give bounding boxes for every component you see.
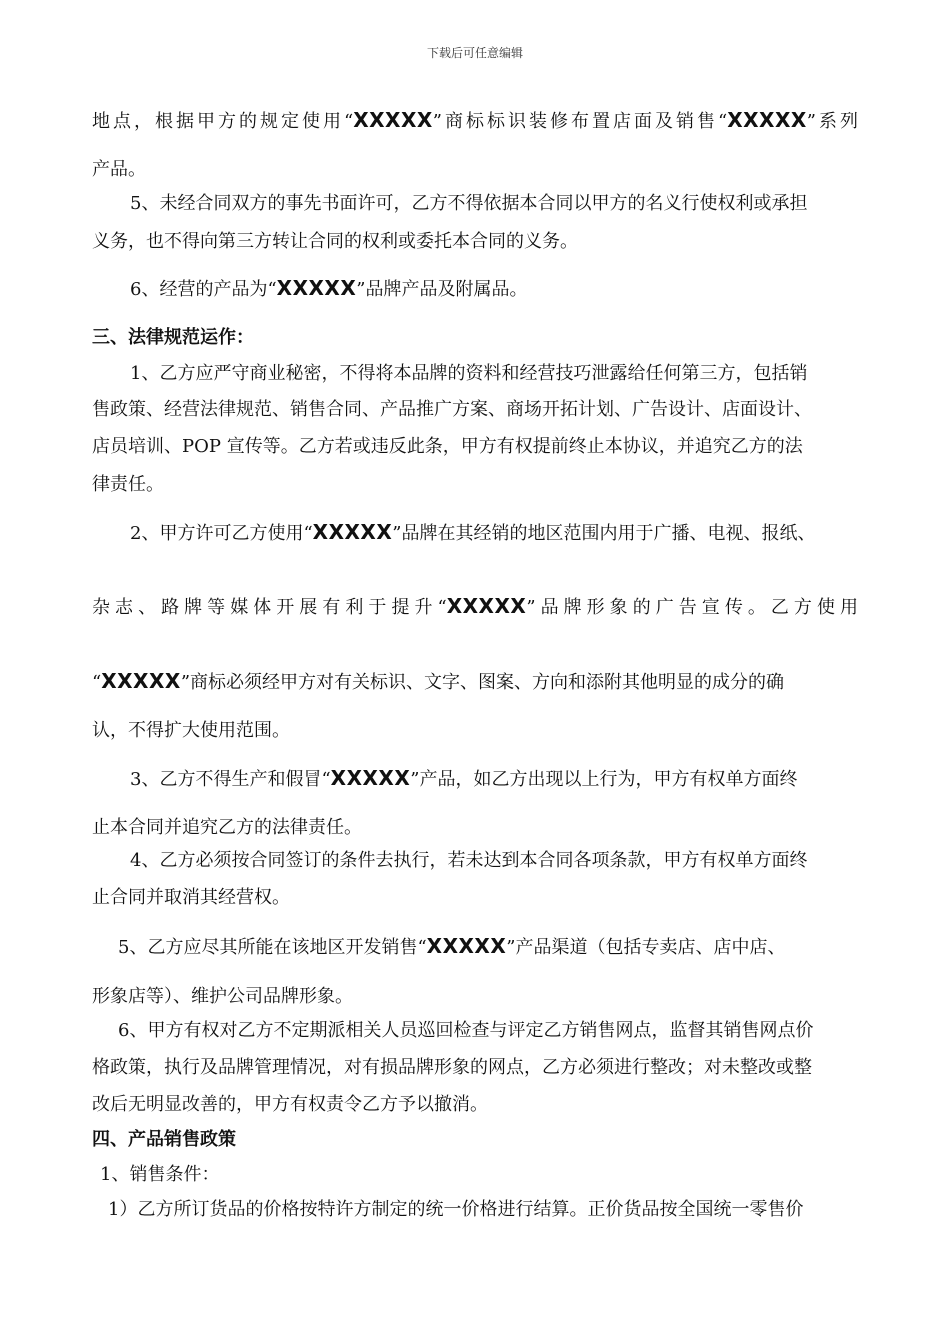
paragraph-line: 5、乙方应尽其所能在该地区开发销售“XXXXX”产品渠道（包括专卖店、店中店、	[118, 934, 786, 958]
paragraph-line: 杂志、路牌等媒体开展有利于提升“XXXXX”品牌形象的广告宣传。乙方使用	[92, 594, 859, 618]
paragraph-line: 止合同并取消其经营权。	[92, 887, 290, 908]
paragraph-line: 义务，也不得向第三方转让合同的权利或委托本合同的义务。	[92, 231, 578, 252]
paragraph-line: 6、经营的产品为“XXXXX”品牌产品及附属品。	[130, 276, 528, 300]
paragraph-line: 改后无明显改善的，甲方有权责令乙方予以撤消。	[92, 1094, 488, 1115]
section-heading-4: 四、产品销售政策	[92, 1129, 236, 1150]
paragraph-line: 5、未经合同双方的事先书面许可，乙方不得依据本合同以甲方的名义行使权利或承担	[130, 193, 808, 214]
brand-mark: XXXXX	[330, 766, 411, 790]
paragraph-line: 律责任。	[92, 474, 164, 495]
paragraph-line: 格政策，执行及品牌管理情况，对有损品牌形象的网点，乙方必须进行整改；对未整改或整	[92, 1057, 812, 1078]
paragraph-line: 认，不得扩大使用范围。	[92, 720, 290, 741]
paragraph-line: 售政策、经营法律规范、销售合同、产品推广方案、商场开拓计划、广告设计、店面设计、	[92, 399, 812, 420]
section-heading-3: 三、法律规范运作：	[92, 327, 254, 348]
paragraph-line: 6、甲方有权对乙方不定期派相关人员巡回检查与评定乙方销售网点，监督其销售网点价	[118, 1020, 814, 1041]
paragraph-line: 3、乙方不得生产和假冒“XXXXX”产品，如乙方出现以上行为，甲方有权单方面终	[130, 766, 798, 790]
paragraph-line: 止本合同并追究乙方的法律责任。	[92, 817, 362, 838]
page-header: 下载后可任意编辑	[426, 46, 523, 60]
brand-mark: XXXXX	[101, 669, 181, 693]
paragraph-line: 1）乙方所订货品的价格按特许方制定的统一价格进行结算。正价货品按全国统一零售价	[108, 1199, 804, 1220]
paragraph-line: 1、销售条件：	[100, 1164, 220, 1185]
paragraph-line: 2、甲方许可乙方使用“XXXXX”品牌在其经销的地区范围内用于广播、电视、报纸、	[130, 520, 816, 544]
paragraph-line: 4、乙方必须按合同签订的条件去执行，若未达到本合同各项条款，甲方有权单方面终	[130, 850, 808, 871]
paragraph-line: 店员培训、POP 宣传等。乙方若或违反此条，甲方有权提前终止本协议，并追究乙方的法	[92, 436, 803, 457]
brand-mark: XXXXX	[426, 934, 507, 958]
brand-mark: XXXXX	[276, 276, 357, 300]
paragraph-line: 地点，根据甲方的规定使用“XXXXX”商标标识装修布置店面及销售“XXXXX”系列	[92, 108, 858, 132]
paragraph-line: 1、乙方应严守商业秘密，不得将本品牌的资料和经营技巧泄露给任何第三方，包括销	[130, 363, 808, 384]
paragraph-line: 产品。	[92, 159, 146, 180]
brand-mark: XXXXX	[312, 520, 393, 544]
brand-mark: XXXXX	[353, 108, 433, 132]
brand-mark: XXXXX	[727, 108, 807, 132]
paragraph-line: “XXXXX”商标必须经甲方对有关标识、文字、图案、方向和添附其他明显的成分的确	[92, 669, 785, 693]
paragraph-line: 形象店等）、维护公司品牌形象。	[92, 986, 353, 1007]
brand-mark: XXXXX	[446, 594, 527, 618]
